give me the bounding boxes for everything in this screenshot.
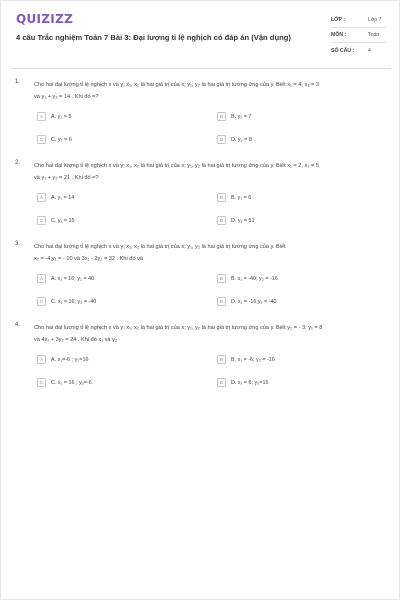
option-letter-box: B <box>217 112 226 121</box>
question-line: và y₁ + y₂ = 14 . Khi đó =? <box>34 94 99 100</box>
question-line: và 4x₁ + 3y₂ = 24 . Khi đó x₁ và y₂ <box>34 337 118 343</box>
option-letter-box: A <box>37 355 46 364</box>
option-b[interactable] <box>217 273 278 284</box>
option-text: C. y₂ = 6 <box>51 136 72 143</box>
option-text: B. x₁ = -40; y₂ = -16 <box>231 275 278 282</box>
option-d[interactable] <box>217 377 268 388</box>
question-text <box>34 79 392 103</box>
quizizz-logo: QUIZIZZ <box>16 12 74 26</box>
meta-label: SỐ CÂU : <box>331 47 355 54</box>
meta-row-count <box>331 43 386 58</box>
option-text: C. x₁ = 16 ; y₂=-6 <box>51 379 92 386</box>
option-c[interactable] <box>37 134 72 145</box>
meta-value: 4 <box>368 47 371 54</box>
option-d[interactable] <box>217 134 252 145</box>
option-letter-box: B <box>217 193 226 202</box>
option-letter-box: C <box>37 378 46 387</box>
option-text: C. y₁ = 15 <box>51 217 75 224</box>
question-text <box>34 160 392 184</box>
option-letter-box: D <box>217 297 226 306</box>
meta-value: Toán <box>368 32 380 38</box>
option-text: D. y₂ = 8 <box>231 136 252 143</box>
option-a[interactable] <box>37 273 94 284</box>
header-divider <box>11 68 391 69</box>
option-d[interactable] <box>217 215 255 226</box>
option-text: C. x₁ = 16; y₂ = -40 <box>51 298 97 305</box>
question-line: và y₁ + y₂ = 21 . Khi đó =? <box>34 175 99 181</box>
option-text: B. y₁ = 6 <box>231 194 252 201</box>
option-letter-box: C <box>37 216 46 225</box>
question-line: x₂ = -4;y₁ = - 10 và 3x₁ - 2y₂ = 32 . Khi đó và <box>34 256 144 262</box>
option-text: D. x₁ = 6; y₂=16 <box>231 379 269 386</box>
option-text: B. x₁ = -6; y₂ = -16 <box>231 356 275 363</box>
meta-value: Lớp 7 <box>368 17 382 23</box>
option-a[interactable] <box>37 111 72 122</box>
option-b[interactable] <box>217 354 275 365</box>
option-c[interactable] <box>37 377 92 388</box>
meta-table <box>331 13 386 58</box>
option-b[interactable] <box>217 111 252 122</box>
option-letter-box: A <box>37 193 46 202</box>
option-letter-box: B <box>217 274 226 283</box>
meta-row-subject <box>331 28 386 43</box>
question-text <box>34 322 392 346</box>
option-letter-box: D <box>217 135 226 144</box>
meta-row-class <box>331 13 386 28</box>
question-number: 4. <box>15 322 21 328</box>
option-letter-box: C <box>37 297 46 306</box>
option-letter-box: A <box>37 274 46 283</box>
option-letter-box: A <box>37 112 46 121</box>
option-text: B. y₂ = 7 <box>231 113 252 120</box>
option-b[interactable] <box>217 192 251 203</box>
meta-label: MÔN : <box>331 32 347 38</box>
question-line: Cho hai đại lượng tỉ lệ nghịch x và y; x₁, x₂ là hai giá trị của x; y₁, y₂ là hai giá trị tương ứng của y. Biết x₁ = 2, x₂ = 5 <box>34 163 319 169</box>
option-text: A. x₁ = 16; y₂ = 40 <box>51 275 95 282</box>
document-title: 4 câu Trắc nghiệm Toán 7 Bài 3: Đại lượng tỉ lệ nghịch có đáp án (Vận dụng) <box>16 33 291 42</box>
option-c[interactable] <box>37 215 75 226</box>
option-text: A. x₁=-6 ; y₂=16 <box>51 356 89 363</box>
question-number: 3. <box>15 241 21 247</box>
option-text: A. y₂ = 5 <box>51 113 72 120</box>
option-d[interactable] <box>217 296 277 307</box>
question-number: 1. <box>15 79 21 85</box>
option-letter-box: C <box>37 135 46 144</box>
option-letter-box: B <box>217 355 226 364</box>
option-a[interactable] <box>37 354 88 365</box>
question-number: 2. <box>15 160 21 166</box>
question-text <box>34 241 392 265</box>
option-a[interactable] <box>37 192 74 203</box>
option-c[interactable] <box>37 296 96 307</box>
question-line: Cho hai đại lượng tỉ lệ nghịch x và y; x₁, x₂ là hai giá trị của x; y₁, y₂ là hai giá trị tương ứng của y. Biết y₂ = - 3; y₁ = 8 <box>34 325 323 331</box>
option-letter-box: D <box>217 378 226 387</box>
option-text: D. x₁ = -16;y₂ = -40 <box>231 298 277 305</box>
meta-label: LỚP : <box>331 17 346 23</box>
question-line: Cho hai đại lượng tỉ lệ nghịch x và y; x₁, x₂ là hai giá trị của x; y₁, y₂ là hai giá trị tương ứng của y. Biết <box>34 244 286 250</box>
option-letter-box: D <box>217 216 226 225</box>
option-text: D. y₁ = 51 <box>231 217 255 224</box>
question-line: Cho hai đại lượng tỉ lệ nghịch x và y; x₁, x₂ là hai giá trị của x; y₁, y₂ là hai giá trị tương ứng của y. Biết x₁ = 4, x₂ = 3 <box>34 82 319 88</box>
option-text: A. y₁ = 14 <box>51 194 75 201</box>
